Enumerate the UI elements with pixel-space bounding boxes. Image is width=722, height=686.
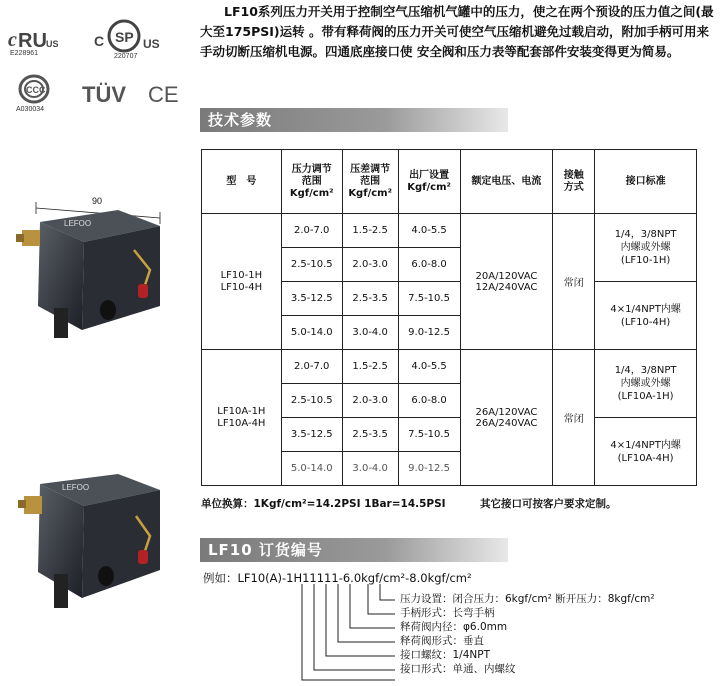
factory-cell: 9.0-12.5 [398, 316, 460, 350]
port-cell-lf10-4h: 4×1/4NPT内螺 (LF10-4H) [595, 282, 697, 350]
order-section-title: LF10 订货编号 [208, 541, 323, 559]
header-range: 压力调节 范围 Kgf/cm² [281, 150, 342, 214]
order-item-pressure: 压力设置：闭合压力：6kgf/cm² 断开压力：8kgf/cm² [400, 593, 655, 605]
order-item-port-type: 接口形式：单通、内螺纹 [400, 663, 516, 675]
intro-paragraph [200, 2, 715, 62]
order-example: 例如：LF10(A)-1H11111-6.0kgf/cm²-8.0kgf/cm² [203, 571, 472, 585]
port-cell-lf10-1h: 1/4，3/8NPT 内螺或外螺 (LF10-1H) [595, 214, 697, 282]
order-section-header [200, 538, 508, 562]
svg-text:LEFOO: LEFOO [64, 219, 92, 228]
factory-cell: 7.5-10.5 [398, 418, 460, 452]
factory-cell: 7.5-10.5 [398, 282, 460, 316]
range-cell: 5.0-14.0 [281, 316, 342, 350]
order-code-bracket-lines [200, 582, 400, 686]
order-item-valve-type: 释荷阀形式：垂直 [400, 635, 484, 647]
svg-text:US: US [46, 39, 58, 49]
csa-mark-icon [94, 18, 164, 54]
cert-logos [8, 18, 198, 128]
units-note: 单位换算：1Kgf/cm²=14.2PSI 1Bar=14.5PSI [201, 498, 446, 510]
svg-text:US: US [143, 37, 160, 51]
diff-cell: 2.5-3.5 [342, 282, 398, 316]
factory-cell: 4.0-5.5 [398, 214, 460, 248]
spec-section-title: 技术参数 [208, 111, 273, 129]
factory-cell: 6.0-8.0 [398, 248, 460, 282]
svg-text:c: c [8, 29, 17, 50]
range-cell: 2.5-10.5 [281, 248, 342, 282]
diff-cell: 2.0-3.0 [342, 248, 398, 282]
factory-cell: 9.0-12.5 [398, 452, 460, 486]
contact-cell-lf10a: 常闭 [553, 350, 595, 486]
order-item-handle: 手柄形式：长弯手柄 [400, 607, 495, 619]
order-item-valve-diameter: 释荷阀内径：φ6.0mm [400, 621, 508, 633]
spec-table [201, 149, 697, 486]
ul-code: E228961 [10, 50, 39, 57]
diff-cell: 3.0-4.0 [342, 316, 398, 350]
diff-cell: 3.0-4.0 [342, 452, 398, 486]
ccc-logo [18, 74, 68, 120]
range-cell: 2.5-10.5 [281, 384, 342, 418]
product-image-bottom [10, 460, 180, 630]
svg-text:SP: SP [115, 29, 134, 45]
model-cell-lf10: LF10-1H LF10-4H [202, 214, 282, 350]
csa-code: 220707 [114, 53, 138, 60]
table-header-row [202, 150, 697, 214]
header-factory: 出厂设置 Kgf/cm² [398, 150, 460, 214]
header-rating: 额定电压、电流 [460, 150, 553, 214]
order-items [400, 592, 655, 676]
contact-cell-lf10: 常闭 [553, 214, 595, 350]
spec-section-header [200, 108, 508, 132]
header-diff: 压差调节 范围 Kgf/cm² [342, 150, 398, 214]
ul-mark-icon [8, 28, 58, 50]
port-cell-lf10a-4h: 4×1/4NPT内螺 (LF10A-4H) [595, 418, 697, 486]
product-image-top [10, 180, 180, 360]
csa-logo [94, 18, 164, 63]
rating-cell-lf10: 20A/120VAC 12A/240VAC [460, 214, 553, 350]
svg-text:LEFOO: LEFOO [62, 483, 90, 492]
svg-text:RU: RU [18, 30, 47, 50]
diff-cell: 1.5-2.5 [342, 214, 398, 248]
range-cell: 3.5-12.5 [281, 418, 342, 452]
factory-cell: 4.0-5.5 [398, 350, 460, 384]
rating-cell-lf10a: 26A/120VAC 26A/240VAC [460, 350, 553, 486]
svg-text:C: C [94, 33, 105, 49]
intro-text: LF10系列压力开关用于控制空气压缩机气罐中的压力，使之在两个预设的压力值之间(最大至175PSI)运转 。带有释荷阀的压力开关可使空气压缩机避免过载启动，附加手柄可用来手动切断压缩机电源。四通底座接口使 安全阀和压力表等配套部件安装变得更为简易。 [200, 4, 714, 59]
svg-text:90: 90 [92, 196, 103, 206]
ce-logo: CE [148, 82, 179, 107]
range-cell: 5.0-14.0 [281, 452, 342, 486]
diff-cell: 1.5-2.5 [342, 350, 398, 384]
ul-logo [8, 28, 68, 60]
model-cell-lf10a: LF10A-1H LF10A-4H [202, 350, 282, 486]
header-port: 接口标准 [595, 150, 697, 214]
pressure-switch-illustration [10, 180, 180, 360]
header-contact: 接触 方式 [553, 150, 595, 214]
range-cell: 2.0-7.0 [281, 350, 342, 384]
diff-cell: 2.5-3.5 [342, 418, 398, 452]
table-row [202, 350, 697, 384]
diff-cell: 2.0-3.0 [342, 384, 398, 418]
ccc-mark-icon [18, 74, 50, 104]
range-cell: 3.5-12.5 [281, 282, 342, 316]
svg-text:CCC: CCC [26, 85, 46, 95]
order-item-thread: 接口螺纹：1/4NPT [400, 649, 490, 661]
port-cell-lf10a-1h: 1/4，3/8NPT 内螺或外螺 (LF10A-1H) [595, 350, 697, 418]
tuv-logo: TÜV [82, 82, 126, 107]
pressure-switch-4h-illustration [10, 460, 180, 630]
range-cell: 2.0-7.0 [281, 214, 342, 248]
factory-cell: 6.0-8.0 [398, 384, 460, 418]
ccc-code: A030034 [16, 106, 45, 113]
table-row [202, 214, 697, 248]
other-note: 其它接口可按客户要求定制。 [480, 498, 617, 510]
header-model: 型 号 [202, 150, 282, 214]
